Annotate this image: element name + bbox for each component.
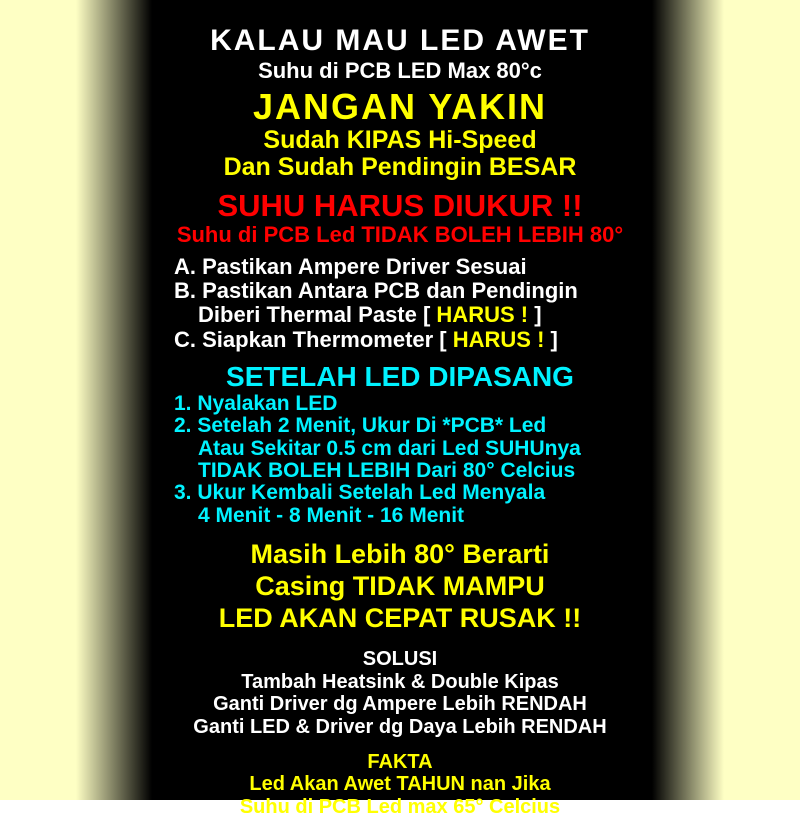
checklist-item-c-suffix: ]	[544, 326, 558, 352]
measure-subtitle: Suhu di PCB Led TIDAK BOLEH LEBIH 80°	[176, 221, 624, 247]
checklist-item-b-highlight: HARUS !	[436, 302, 529, 328]
verdict-line-2: Casing TIDAK MAMPU	[255, 571, 545, 601]
steps-headline: SETELAH LED DIPASANG	[226, 360, 574, 392]
measure-headline: SUHU HARUS DIUKUR !!	[217, 187, 583, 223]
checklist-item-b: B. Pastikan Antara PCB dan Pendingin	[174, 278, 578, 304]
checklist-item-b-cont-text: Diberi Thermal Paste [	[198, 302, 437, 328]
fact-headline: FAKTA	[367, 750, 433, 773]
warning-headline: JANGAN YAKIN	[252, 86, 548, 128]
checklist-item-c-text: C. Siapkan Thermometer [	[174, 326, 453, 352]
solution-headline: SOLUSI	[362, 648, 438, 671]
solution-block	[120, 648, 680, 738]
step-1: 1. Nyalakan LED	[174, 391, 338, 415]
poster-subtitle: Suhu di PCB LED Max 80°c	[258, 58, 542, 83]
fact-line-2: Suhu di PCB Led max 65° Celcius	[239, 795, 561, 818]
step-2-continuation-1: Atau Sekitar 0.5 cm dari Led SUHUnya	[198, 436, 581, 460]
warning-line-1: Sudah KIPAS Hi-Speed	[263, 125, 537, 154]
verdict-line-1: Masih Lebih 80° Berarti	[250, 539, 550, 570]
step-2-continuation-2: TIDAK BOLEH LEBIH Dari 80° Celcius	[198, 459, 576, 483]
step-2: 2. Setelah 2 Menit, Ukur Di *PCB* Led	[174, 414, 547, 438]
checklist-item-b-continuation	[120, 303, 680, 327]
solution-line-3: Ganti LED & Driver dg Daya Lebih RENDAH	[193, 715, 607, 738]
checklist	[120, 255, 680, 352]
step-3: 3. Ukur Kembali Setelah Led Menyala	[174, 481, 546, 505]
checklist-item-a: A. Pastikan Ampere Driver Sesuai	[174, 254, 527, 280]
checklist-item-c	[120, 328, 680, 352]
solution-line-1: Tambah Heatsink & Double Kipas	[241, 670, 559, 693]
solution-line-2: Ganti Driver dg Ampere Lebih RENDAH	[213, 693, 587, 716]
poster-panel	[120, 0, 680, 818]
step-3-continuation: 4 Menit - 8 Menit - 16 Menit	[198, 503, 465, 527]
warning-line-2: Dan Sudah Pendingin BESAR	[223, 152, 577, 181]
checklist-item-c-highlight: HARUS !	[452, 326, 545, 352]
poster-title: KALAU MAU LED AWET	[210, 24, 590, 57]
verdict-line-3: LED AKAN CEPAT RUSAK !!	[218, 602, 582, 633]
steps-list	[120, 393, 680, 528]
verdict-block	[120, 539, 680, 634]
fact-block	[120, 751, 680, 818]
checklist-item-b-cont-suffix: ]	[528, 302, 542, 328]
fact-line-1: Led Akan Awet TAHUN nan Jika	[249, 773, 551, 796]
